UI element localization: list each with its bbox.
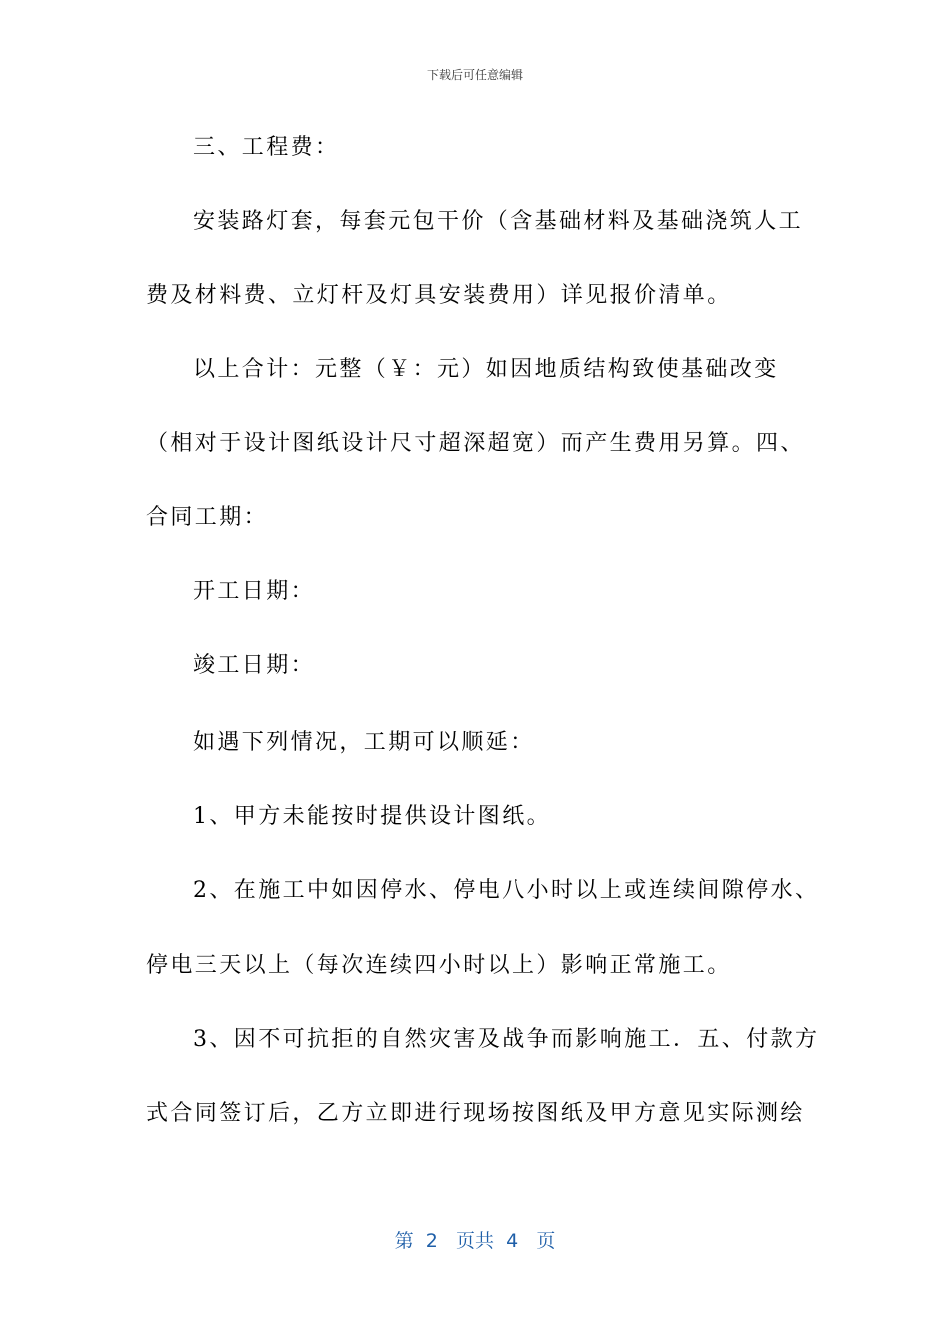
body-line-11: 2、在施工中如因停水、停电八小时以上或连续间隙停水、: [193, 878, 820, 903]
body-line-12: 停电三天以上（每次连续四小时以上）影响正常施工。: [146, 953, 732, 978]
footer-suffix: 页: [536, 1230, 556, 1252]
body-line-7: 开工日期：: [193, 579, 316, 604]
page-header: 下载后可任意编辑: [426, 68, 523, 82]
body-line-2: 安装路灯套，每套元包干价（含基础材料及基础浇筑人工: [193, 209, 804, 234]
body-line-14: 式合同签订后，乙方立即进行现场按图纸及甲方意见实际测绘: [146, 1101, 805, 1126]
footer-total-pages: 4: [506, 1230, 519, 1252]
body-line-4: 以上合计：元整（￥：元）如因地质结构致使基础改变: [193, 357, 779, 382]
body-line-5: （相对于设计图纸设计尺寸超深超宽）而产生费用另算。四、: [146, 431, 805, 456]
footer-prefix: 第: [394, 1230, 414, 1252]
body-line-9: 如遇下列情况，工期可以顺延：: [193, 730, 535, 755]
footer-middle: 页共: [455, 1230, 494, 1252]
body-line-8: 竣工日期：: [193, 653, 316, 678]
body-line-3: 费及材料费、立灯杆及灯具安装费用）详见报价清单。: [146, 283, 732, 308]
body-line-10: 1、甲方未能按时提供设计图纸。: [193, 804, 551, 829]
body-line-1: 三、工程费：: [193, 135, 340, 160]
body-line-6: 合同工期：: [146, 505, 269, 530]
page-footer: [0, 1226, 950, 1253]
footer-page-number: 2: [425, 1230, 438, 1252]
body-line-13: 3、因不可抗拒的自然灾害及战争而影响施工．五、付款方: [193, 1027, 820, 1052]
